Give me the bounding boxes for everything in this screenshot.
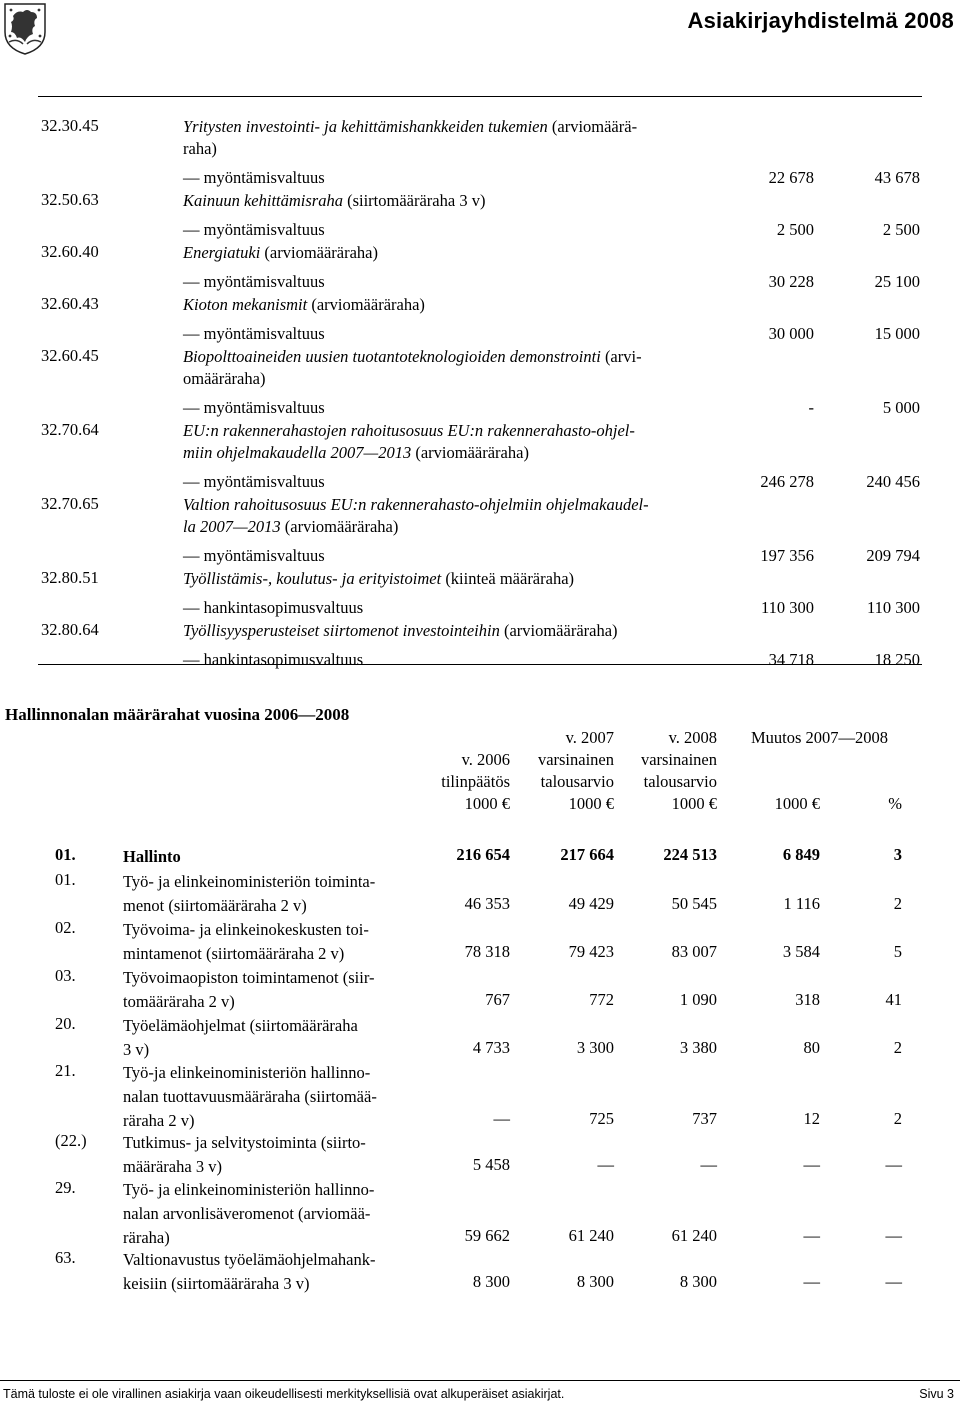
value-2007: 49 429	[568, 894, 614, 913]
row-description	[123, 1131, 413, 1179]
value-2006: 8 300	[472, 1272, 510, 1291]
authorization-subline	[183, 598, 363, 618]
authorization-type: myöntämisvaltuus	[203, 220, 325, 239]
authorization-subline	[183, 272, 325, 292]
col-header-2007-line: 1000 €	[568, 794, 614, 813]
col-header-2008-line: talousarvio	[643, 772, 717, 791]
em-dash: —	[183, 220, 204, 239]
change-abs: 1 116	[783, 894, 820, 913]
row-description-line: keisiin (siirtomääräraha 3 v)	[123, 1274, 310, 1293]
change-abs: 6 849	[782, 845, 820, 864]
em-dash: —	[183, 598, 204, 617]
description-italic-part: Työllisyysperusteiset siirtomenot investointeihin	[183, 621, 500, 640]
col-header-2007-line: varsinainen	[537, 750, 614, 769]
em-dash: —	[183, 324, 204, 343]
description-plain-part: (arviomääräraha)	[411, 443, 529, 462]
col-header-2006-line: tilinpäätös	[441, 772, 510, 791]
row-description-line: räraha 2 v)	[123, 1111, 195, 1130]
value-2007: 30 228	[768, 272, 814, 291]
change-abs: —	[803, 1155, 820, 1174]
value-2008: 61 240	[671, 1226, 717, 1245]
value-2007: 3 300	[576, 1038, 614, 1057]
value-2007: 8 300	[576, 1272, 614, 1291]
row-description-line: räraha)	[123, 1228, 170, 1247]
change-pct: 5	[893, 942, 902, 961]
description-italic-part: la 2007—2013	[183, 517, 281, 536]
description-plain-part: (siirtomääräraha 3 v)	[342, 191, 486, 210]
table-top-rule	[38, 96, 922, 97]
value-2008: 224 513	[663, 845, 717, 864]
description-plain-part: raha)	[183, 139, 217, 158]
row-description	[123, 1248, 413, 1296]
description-plain-part: (arviomäärä-	[547, 117, 638, 136]
value-2007: 772	[589, 990, 614, 1009]
col-header-change: Muutos 2007—2008	[750, 728, 888, 747]
value-2007: 246 278	[760, 472, 814, 491]
description-italic-part: Biopolttoaineiden uusien tuotantoteknologioiden demonstrointi	[183, 347, 601, 366]
value-2007: -	[808, 398, 814, 417]
change-abs: 80	[803, 1038, 820, 1057]
col-header-2008-line: v. 2008	[668, 728, 717, 747]
em-dash: —	[183, 168, 204, 187]
row-description-line: menot (siirtomääräraha 2 v)	[123, 896, 307, 915]
appropriation-code: 32.70.64	[41, 420, 99, 439]
value-2006: 46 353	[464, 894, 510, 913]
description-line	[183, 442, 713, 464]
value-2008: 209 794	[866, 546, 920, 565]
change-pct: 2	[893, 1109, 902, 1128]
change-pct: 41	[885, 990, 902, 1009]
appropriation-code: 32.70.65	[41, 494, 99, 513]
em-dash: —	[183, 650, 204, 669]
row-code: 01.	[55, 845, 76, 864]
change-abs: 318	[795, 990, 820, 1009]
description-italic-part: Yritysten investointi- ja kehittämishankkeiden tukemien	[183, 117, 548, 136]
value-2008: 2 500	[882, 220, 920, 239]
row-description-line: mintamenot (siirtomääräraha 2 v)	[123, 944, 345, 963]
appropriation-code: 32.50.63	[41, 190, 99, 209]
em-dash: —	[183, 472, 204, 491]
row-description-line: Tutkimus- ja selvitystoiminta (siirto-	[123, 1133, 366, 1152]
authorization-type: hankintasopimusvaltuus	[203, 598, 364, 617]
authorization-type: myöntämisvaltuus	[203, 168, 325, 187]
change-abs: 3 584	[782, 942, 820, 961]
appropriation-description	[183, 494, 713, 538]
appropriation-code: 32.60.45	[41, 346, 99, 365]
description-italic-part: Valtion rahoitusosuus EU:n rakennerahasto-ohjelmiin ohjelmakaudel-	[183, 495, 649, 514]
value-2007: 110 300	[760, 598, 814, 617]
authorization-type: myöntämisvaltuus	[203, 272, 325, 291]
description-italic-part: miin ohjelmakaudella 2007—2013	[183, 443, 412, 462]
description-italic-part: Kainuun kehittämisraha	[183, 191, 343, 210]
row-code: 21.	[55, 1061, 76, 1080]
value-2006: 5 458	[472, 1155, 510, 1174]
appropriation-description	[183, 346, 713, 390]
row-code: 01.	[55, 870, 76, 889]
value-2007: 34 718	[768, 650, 814, 669]
col-header-2008-line: 1000 €	[671, 794, 717, 813]
description-italic-part: EU:n rakennerahastojen rahoitusosuus EU:n rakennerahasto-ohjel-	[183, 421, 635, 440]
description-line	[183, 190, 713, 212]
col-header-change-pct: %	[888, 794, 902, 813]
row-description-line: Valtionavustus työelämäohjelmahank-	[123, 1250, 376, 1269]
authorization-subline	[183, 220, 325, 240]
value-2008: 240 456	[866, 472, 920, 491]
row-description-line: tomääräraha 2 v)	[123, 992, 235, 1011]
appropriation-description	[183, 190, 713, 212]
value-2007: 725	[589, 1109, 614, 1128]
value-2006: 59 662	[464, 1226, 510, 1245]
row-code: (22.)	[55, 1131, 87, 1150]
value-2007: 22 678	[768, 168, 814, 187]
description-italic-part: Työllistämis-, koulutus- ja erityistoimet	[183, 569, 442, 588]
change-pct: —	[885, 1155, 902, 1174]
value-2008: 737	[692, 1109, 717, 1128]
row-description	[123, 918, 413, 966]
appropriation-description	[183, 568, 713, 590]
appropriation-code: 32.80.64	[41, 620, 99, 639]
value-2008: —	[700, 1155, 717, 1174]
value-2008: 5 000	[882, 398, 920, 417]
description-plain-part: (arviomääräraha)	[499, 621, 618, 640]
change-pct: 3	[893, 845, 902, 864]
col-header-change-abs: 1000 €	[774, 794, 820, 813]
value-2006: 767	[485, 990, 510, 1009]
authorization-subline	[183, 398, 325, 418]
change-pct: 2	[893, 894, 902, 913]
col-header-2006-line: v. 2006	[461, 750, 510, 769]
value-2008: 50 545	[671, 894, 717, 913]
appropriation-code: 32.60.43	[41, 294, 99, 313]
authorization-subline	[183, 472, 325, 492]
authorization-subline	[183, 168, 325, 188]
authorization-type: hankintasopimusvaltuus	[203, 650, 364, 669]
value-2006: 216 654	[456, 845, 510, 864]
col-header-2006-line: 1000 €	[464, 794, 510, 813]
change-abs: 12	[803, 1109, 820, 1128]
col-header-2007	[520, 727, 614, 815]
value-2008: 25 100	[874, 272, 920, 291]
value-2008: 83 007	[671, 942, 717, 961]
section-title: Hallinnonalan määrärahat vuosina 2006—2008	[5, 705, 350, 724]
description-line	[183, 138, 713, 160]
value-2007: 79 423	[568, 942, 614, 961]
appropriation-description	[183, 294, 713, 316]
authorization-subline	[183, 650, 363, 670]
col-header-2007-line: v. 2007	[565, 728, 614, 747]
row-code: 29.	[55, 1178, 76, 1197]
col-header-2006	[430, 749, 510, 815]
authorization-type: myöntämisvaltuus	[203, 324, 325, 343]
finnish-lion-crest-icon	[3, 2, 47, 56]
value-2006: 78 318	[464, 942, 510, 961]
authorization-subline	[183, 546, 325, 566]
row-code: 63.	[55, 1248, 76, 1267]
value-2008: 8 300	[679, 1272, 717, 1291]
row-description-line: määräraha 3 v)	[123, 1157, 222, 1176]
description-line	[183, 116, 713, 138]
row-description-line: Työ-ja elinkeinoministeriön hallinno-	[123, 1063, 371, 1082]
value-2008: 1 090	[679, 990, 717, 1009]
description-plain-part: omääräraha)	[183, 369, 266, 388]
description-plain-part: (arvi-	[600, 347, 642, 366]
row-description	[123, 845, 413, 869]
footer-disclaimer: Tämä tuloste ei ole virallinen asiakirja vaan oikeudellisesti merkityksellisiä ovat alkuperäiset asiakirjat.	[3, 1387, 565, 1401]
row-code: 03.	[55, 966, 76, 985]
row-description	[123, 870, 413, 918]
description-plain-part: (arviomääräraha)	[307, 295, 425, 314]
value-2006: —	[493, 1109, 510, 1128]
row-code: 02.	[55, 918, 76, 937]
appropriation-description	[183, 116, 713, 160]
change-pct: —	[885, 1226, 902, 1245]
appropriation-description	[183, 620, 713, 642]
description-line	[183, 494, 713, 516]
value-2007: —	[597, 1155, 614, 1174]
value-2007: 2 500	[776, 220, 814, 239]
value-2008: 15 000	[874, 324, 920, 343]
appropriation-description	[183, 242, 713, 264]
row-description-line: nalan arvonlisäveromenot (arviomää-	[123, 1204, 371, 1223]
appropriation-description	[183, 420, 713, 464]
change-pct: —	[885, 1272, 902, 1291]
description-line	[183, 420, 713, 442]
change-abs: —	[803, 1226, 820, 1245]
row-description-line: Työvoima- ja elinkeinokeskusten toi-	[123, 920, 369, 939]
value-2008: 3 380	[679, 1038, 717, 1057]
value-2007: 197 356	[760, 546, 814, 565]
value-2007: 30 000	[768, 324, 814, 343]
document-title: Asiakirjayhdistelmä 2008	[687, 8, 954, 33]
row-description-line: Työvoimaopiston toimintamenot (siir-	[123, 968, 375, 987]
description-line	[183, 620, 713, 642]
em-dash: —	[183, 398, 204, 417]
row-description-line: nalan tuottavuusmääräraha (siirtomää-	[123, 1087, 377, 1106]
description-line	[183, 242, 713, 264]
description-line	[183, 346, 713, 368]
col-header-2008	[620, 727, 717, 815]
change-abs: —	[803, 1272, 820, 1291]
description-line	[183, 568, 713, 590]
description-line	[183, 368, 713, 390]
authorization-type: myöntämisvaltuus	[203, 398, 325, 417]
table-bottom-rule	[38, 664, 922, 665]
row-description	[123, 1178, 413, 1250]
description-italic-part: Kioton mekanismit	[183, 295, 308, 314]
value-2007: 61 240	[568, 1226, 614, 1245]
change-pct: 2	[893, 1038, 902, 1057]
value-2008: 18 250	[874, 650, 920, 669]
page-number: Sivu 3	[919, 1387, 954, 1401]
description-line	[183, 516, 713, 538]
description-plain-part: (arviomääräraha)	[260, 243, 379, 262]
footer-rule	[0, 1380, 960, 1381]
row-description-line: Työ- ja elinkeinoministeriön toiminta-	[123, 872, 376, 891]
row-code: 20.	[55, 1014, 76, 1033]
appropriation-code: 32.80.51	[41, 568, 99, 587]
value-2008: 110 300	[866, 598, 920, 617]
page-header	[0, 0, 960, 62]
em-dash: —	[183, 272, 204, 291]
authorization-type: myöntämisvaltuus	[203, 472, 325, 491]
row-description-line: Työelämäohjelmat (siirtomääräraha	[123, 1016, 358, 1035]
row-description	[123, 1014, 413, 1062]
value-2007: 217 664	[560, 845, 614, 864]
description-line	[183, 294, 713, 316]
row-description-line: Hallinto	[123, 847, 181, 866]
authorization-type: myöntämisvaltuus	[203, 546, 325, 565]
row-description	[123, 1061, 413, 1133]
value-2006: 4 733	[472, 1038, 510, 1057]
row-description	[123, 966, 413, 1014]
col-header-2008-line: varsinainen	[640, 750, 717, 769]
description-plain-part: (arviomääräraha)	[280, 517, 399, 536]
row-description-line: Työ- ja elinkeinoministeriön hallinno-	[123, 1180, 375, 1199]
description-plain-part: (kiinteä määräraha)	[441, 569, 575, 588]
description-italic-part: Energiatuki	[183, 243, 261, 262]
authorization-subline	[183, 324, 325, 344]
appropriation-code: 32.60.40	[41, 242, 99, 261]
appropriation-code: 32.30.45	[41, 116, 99, 135]
value-2008: 43 678	[874, 168, 920, 187]
col-header-2007-line: talousarvio	[540, 772, 614, 791]
row-description-line: 3 v)	[123, 1040, 150, 1059]
em-dash: —	[183, 546, 204, 565]
